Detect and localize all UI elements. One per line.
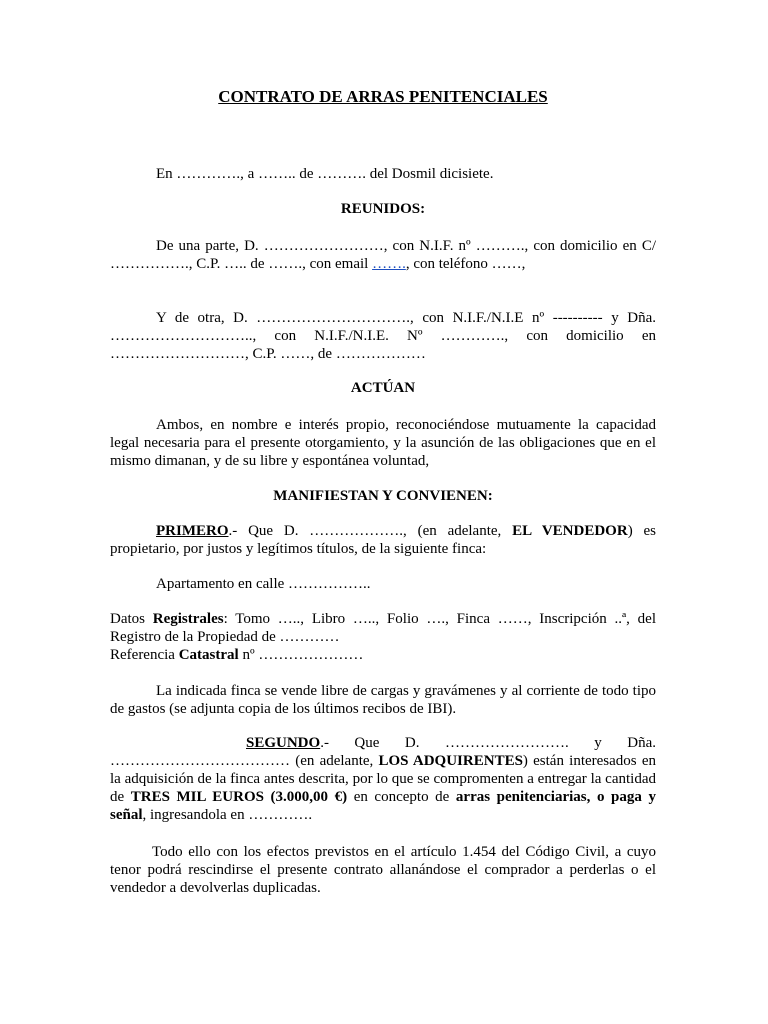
- segundo-paragraph: SEGUNDO.- Que D. ……………………. y Dña. ……………………………… (en adelante, LOS ADQUIRENTES) están interesados en la adquisición de la finca antes descrita, por lo que se compromenten a entregar la cantidad de TRES MIL EUROS (3.000,00 €) en concepto de arras penitenciarias, o paga y señal, ingresandola en ………….: [110, 735, 656, 823]
- primero-label: PRIMERO: [156, 523, 229, 539]
- apartamento-line: Apartamento en calle ……………..: [156, 576, 371, 592]
- registrales-paragraph: Datos Registrales: Tomo ….., Libro ….., Folio …., Finca ……, Inscripción ..ª, del Registro de la Propiedad de …………: [110, 611, 656, 645]
- catastral-term: Catastral: [178, 647, 239, 663]
- email-link[interactable]: …….: [372, 256, 406, 272]
- concept-term: arras penitenciarias, o paga y señal: [110, 789, 656, 823]
- segundo-label: SEGUNDO: [246, 735, 321, 751]
- catastral-line: Referencia Catastral nº …………………: [110, 647, 364, 663]
- party-one-paragraph: [110, 237, 656, 273]
- vendedor-term: EL VENDEDOR: [512, 523, 628, 539]
- final-paragraph: Todo ello con los efectos previstos en el artículo 1.454 del Código Civil, a cuyo tenor podrá rescindirse el presente contrato allanándose el comprador a perderlas o el vendedor a devolverlas duplicadas.: [110, 844, 656, 896]
- registrales-term: Registrales: [152, 611, 224, 627]
- document-title: CONTRATO DE ARRAS PENITENCIALES: [218, 87, 548, 106]
- actuan-heading: ACTÚAN: [350, 380, 416, 396]
- date-line: En …………., a …….. de ………. del Dosmil dicisiete.: [156, 166, 494, 182]
- primero-paragraph: PRIMERO.- Que D. ………………., (en adelante, EL VENDEDOR) es propietario, por justos y legítimos títulos, de la siguiente finca:: [110, 523, 656, 557]
- manifiestan-heading: MANIFIESTAN Y CONVIENEN:: [273, 488, 493, 504]
- finca-paragraph: La indicada finca se vende libre de cargas y gravámenes y al corriente de todo tipo de gastos (se adjunta copia de los últimos recibos de IBI).: [110, 683, 656, 717]
- party-one-text: De una parte, D. ……………………, con N.I.F. nº ………., con domicilio en C/ ……………., C.P. ….. de ……., con email: [110, 238, 656, 272]
- reunidos-heading: REUNIDOS:: [340, 201, 426, 217]
- actuan-paragraph: Ambos, en nombre e interés propio, reconociéndose mutuamente la capacidad legal necesaria para el presente otorgamiento, y la asunción de las obligaciones que en el mismo dimanan, y de su libre y espontánea voluntad,: [110, 417, 656, 469]
- amount-term: TRES MIL EUROS (3.000,00 €): [130, 789, 348, 805]
- party-one-phone: , con teléfono ……,: [405, 256, 526, 272]
- adquirentes-term: LOS ADQUIRENTES: [378, 753, 523, 769]
- party-two-paragraph: Y de otra, D. …………………………., con N.I.F./N.I.E nº ---------- y Dña. ……………………….., con N.I.F./N.I.E. Nº …………., con domicilio en ………………………, C.P. ……, de ………………: [110, 310, 656, 362]
